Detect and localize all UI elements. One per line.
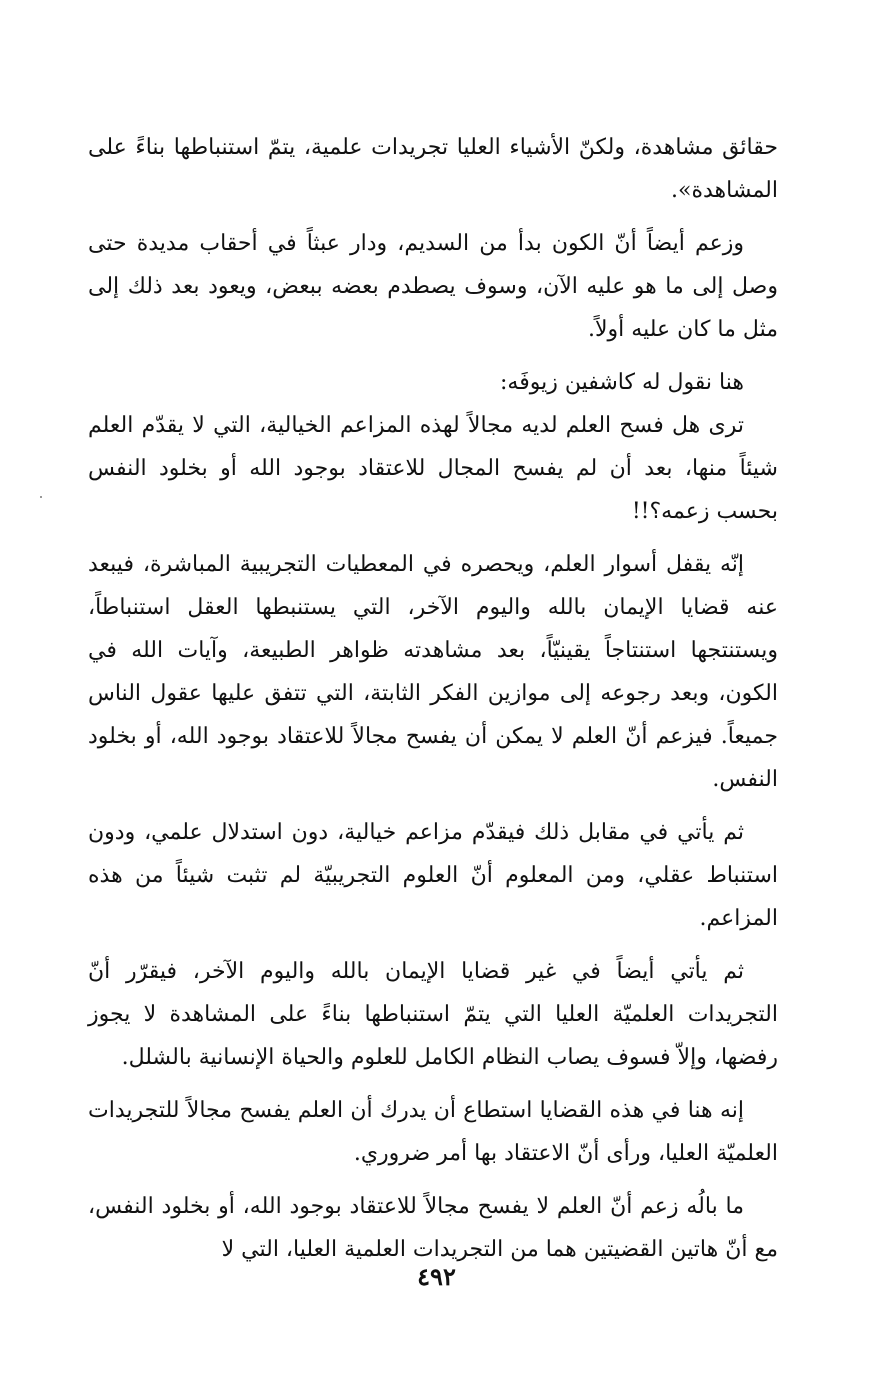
paragraph-8: إنه هنا في هذه القضايا استطاع أن يدرك أن العلم يفسح مجالاً للتجريدات العلميّة العليا، ورأى أنّ الاعتقاد بها أمر ضروري. bbox=[88, 1098, 778, 1166]
paragraph-2: وزعم أيضاً أنّ الكون بدأ من السديم، ودار عبثاً في أحقاب مديدة حتى وصل إلى ما هو عليه الآن، وسوف يصطدم بعضه ببعض، ويعود بعد ذلك إلى مثل ما كان عليه أولاً. bbox=[88, 231, 778, 342]
paragraph-7: ثم يأتي أيضاً في غير قضايا الإيمان بالله واليوم الآخر، فيقرّر أنّ التجريدات العلميّة العليا التي يتمّ استنباطها بناءً على المشاهدة لا يجوز رفضها، وإلاّ فسوف يصاب النظام الكامل للعلوم والحياة الإنسانية بالشلل. bbox=[88, 959, 778, 1070]
body-text bbox=[88, 126, 778, 1281]
paragraph-3: هنا نقول له كاشفين زيوفَه: bbox=[500, 370, 744, 395]
paragraph-6: ثم يأتي في مقابل ذلك فيقدّم مزاعم خيالية، دون استدلال علمي، ودون استنباط عقلي، ومن المعلوم أنّ العلوم التجريبيّة لم تثبت شيئاً من هذه المزاعم. bbox=[88, 820, 778, 931]
paragraph-4: ترى هل فسح العلم لديه مجالاً لهذه المزاعم الخيالية، التي لا يقدّم العلم شيئاً منها، بعد أن لم يفسح المجال للاعتقاد بوجود الله أو بخلود النفس بحسب زعمه؟!! bbox=[88, 413, 778, 524]
paragraph-9: ما بالُه زعم أنّ العلم لا يفسح مجالاً للاعتقاد بوجود الله، أو بخلود النفس، مع أنّ هاتين القضيتين هما من التجريدات العلمية العليا، التي لا bbox=[88, 1194, 778, 1262]
paragraph-5: إنّه يقفل أسوار العلم، ويحصره في المعطيات التجريبية المباشرة، فيبعد عنه قضايا الإيمان بالله واليوم الآخر، التي يستنبطها العقل استنباطاً، ويستنتجها استنتاجاً يقينيّاً، بعد مشاهدته ظواهر الطبيعة، وآيات الله في الكون، وبعد رجوعه إلى موازين الفكر الثابتة، التي تتفق عليها عقول الناس جميعاً. فيزعم أنّ العلم لا يمكن أن يفسح مجالاً للاعتقاد بوجود الله، أو بخلود النفس. bbox=[88, 552, 778, 792]
margin-mark bbox=[40, 496, 42, 498]
page-number: ٤٩٢ bbox=[417, 1262, 456, 1291]
paragraph-1: حقائق مشاهدة، ولكنّ الأشياء العليا تجريدات علمية، يتمّ استنباطها بناءً على المشاهدة». bbox=[88, 135, 778, 203]
